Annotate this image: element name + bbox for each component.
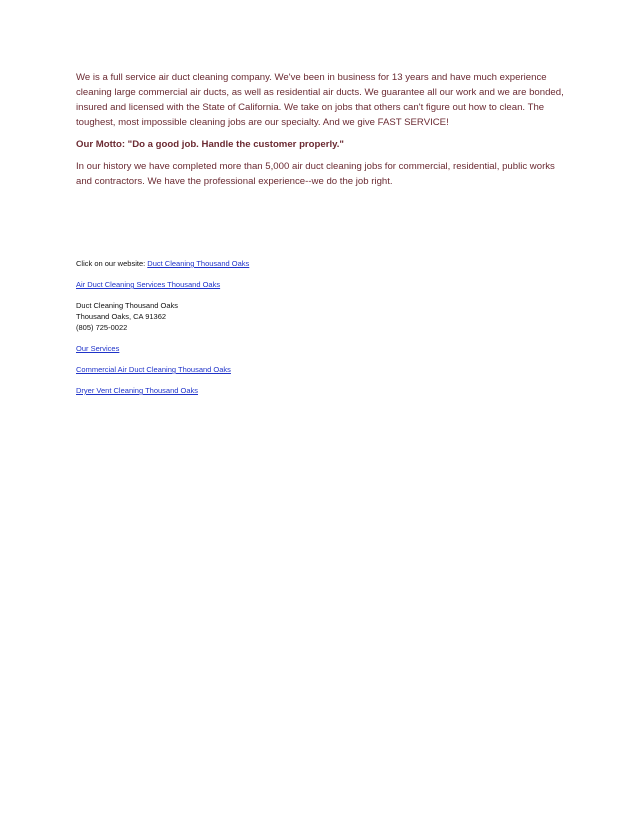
website-link[interactable]: Duct Cleaning Thousand Oaks [147,259,250,268]
business-address [76,300,556,333]
intro-paragraph: We is a full service air duct cleaning company. We've been in business for 13 years and have much experience cleaning large commercial air ducts, as well as residential air ducts. We guarantee all our work and we are bonded, insured and licensed with the State of California. We take on jobs that others can't figure out how to clean. The toughest, most impossible cleaning jobs are our specialty. And we give FAST SERVICE! [76,72,564,128]
city-line: Thousand Oaks, CA 91362 [76,312,167,321]
phone-number: (805) 725-0022 [76,323,128,332]
company-motto: Our Motto: "Do a good job. Handle the customer properly." [76,139,344,150]
intro-section [76,70,566,189]
website-line [76,258,556,269]
document-page [76,70,566,189]
air-duct-services-link[interactable]: Air Duct Cleaning Services Thousand Oaks [76,280,221,289]
contact-section [76,258,556,396]
dryer-vent-link[interactable]: Dryer Vent Cleaning Thousand Oaks [76,386,199,395]
history-paragraph: In our history we have completed more than 5,000 air duct cleaning jobs for commercial, residential, public works and contractors. We have the professional experience--we do the job right. [76,161,555,187]
our-services-link[interactable]: Our Services [76,344,120,353]
business-name: Duct Cleaning Thousand Oaks [76,301,179,310]
commercial-cleaning-link[interactable]: Commercial Air Duct Cleaning Thousand Oaks [76,365,231,374]
website-prefix: Click on our website: [76,259,148,268]
